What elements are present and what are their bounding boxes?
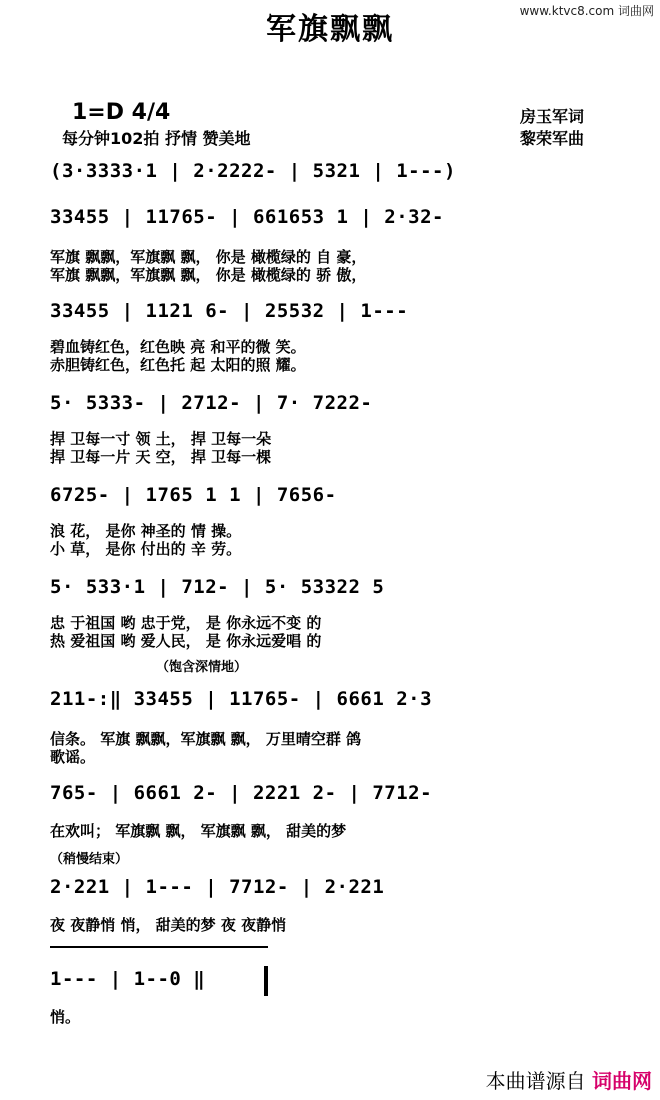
final-barline [264,966,268,996]
lyric-line: 信条。 军旗 飘飘，军旗飘 飘， 万里晴空群 鸽 [50,730,362,748]
lyric-line: 忠 于祖国 哟 忠于党， 是 你永远不变 的 [50,614,322,632]
lyric-line: 军旗 飘飘，军旗飘 飘， 你是 橄榄绿的 自 豪， [50,248,367,266]
song-title: 军旗飘飘 [266,12,394,47]
site-watermark: www.ktvc8.com 词曲网 [519,4,654,18]
lyricist-credit: 房玉军词 [520,107,585,126]
lyric-line: 捍 卫每一片 天 空， 捍 卫每一棵 [50,448,272,466]
footer-brand[interactable]: 词曲网 [592,1069,652,1093]
notation-row: 211-:‖ 33455 | 11765- | 6661 2·3 [50,688,433,710]
notation-row: 5· 533·1 | 712- | 5· 53322 5 [50,576,385,598]
notation-row: 765- | 6661 2- | 2221 2- | 7712- [50,782,433,804]
lyric-line: 悄。 [50,1008,81,1026]
footer-text: 本曲谱源自 [485,1069,586,1093]
lyric-line: 小 草， 是你 付出的 辛 劳。 [50,540,242,558]
notation-row: 33455 | 1121 6- | 25532 | 1--- [50,300,409,322]
notation-row: 1--- | 1--0 ‖ [50,968,206,990]
tempo-marking: 每分钟102拍 抒情 赞美地 [62,129,251,148]
lyric-line: 夜 夜静悄 悄， 甜美的梦 夜 夜静悄 [50,916,287,934]
lyric-line: 碧血铸红色，红色映 亮 和平的微 笑。 [50,338,306,356]
lyric-line: 浪 花， 是你 神圣的 情 操。 [50,522,242,540]
lyric-line: 捍 卫每一寸 领 土， 捍 卫每一朵 [50,430,272,448]
notation-row: 6725- | 1765 1 1 | 7656- [50,484,337,506]
notation-row: 33455 | 11765- | 661653 1 | 2·32- [50,206,444,228]
lyric-line: 赤胆铸红色，红色托 起 太阳的照 耀。 [50,356,306,374]
expression-marking: （稍慢结束） [50,852,129,867]
lyric-line: 歌谣。 [50,748,96,766]
notation-row: 2·221 | 1--- | 7712- | 2·221 [50,876,385,898]
footer-credit [486,1065,652,1094]
key-signature: 1=D 4/4 [72,100,171,125]
notation-row: 5· 5333- | 2712- | 7· 7222- [50,392,373,414]
section-rule [50,946,268,948]
expression-marking: （饱含深情地） [156,660,248,675]
composer-credit: 黎荣军曲 [520,129,585,148]
lyric-line: 在欢叫； 军旗飘 飘， 军旗飘 飘， 甜美的梦 [50,822,347,840]
lyric-line: 热 爱祖国 哟 爱人民， 是 你永远爱唱 的 [50,632,322,650]
lyric-line: 军旗 飘飘，军旗飘 飘， 你是 橄榄绿的 骄 傲， [50,266,367,284]
notation-row: (3·3333·1 | 2·2222- | 5321 | 1---) [50,160,456,182]
